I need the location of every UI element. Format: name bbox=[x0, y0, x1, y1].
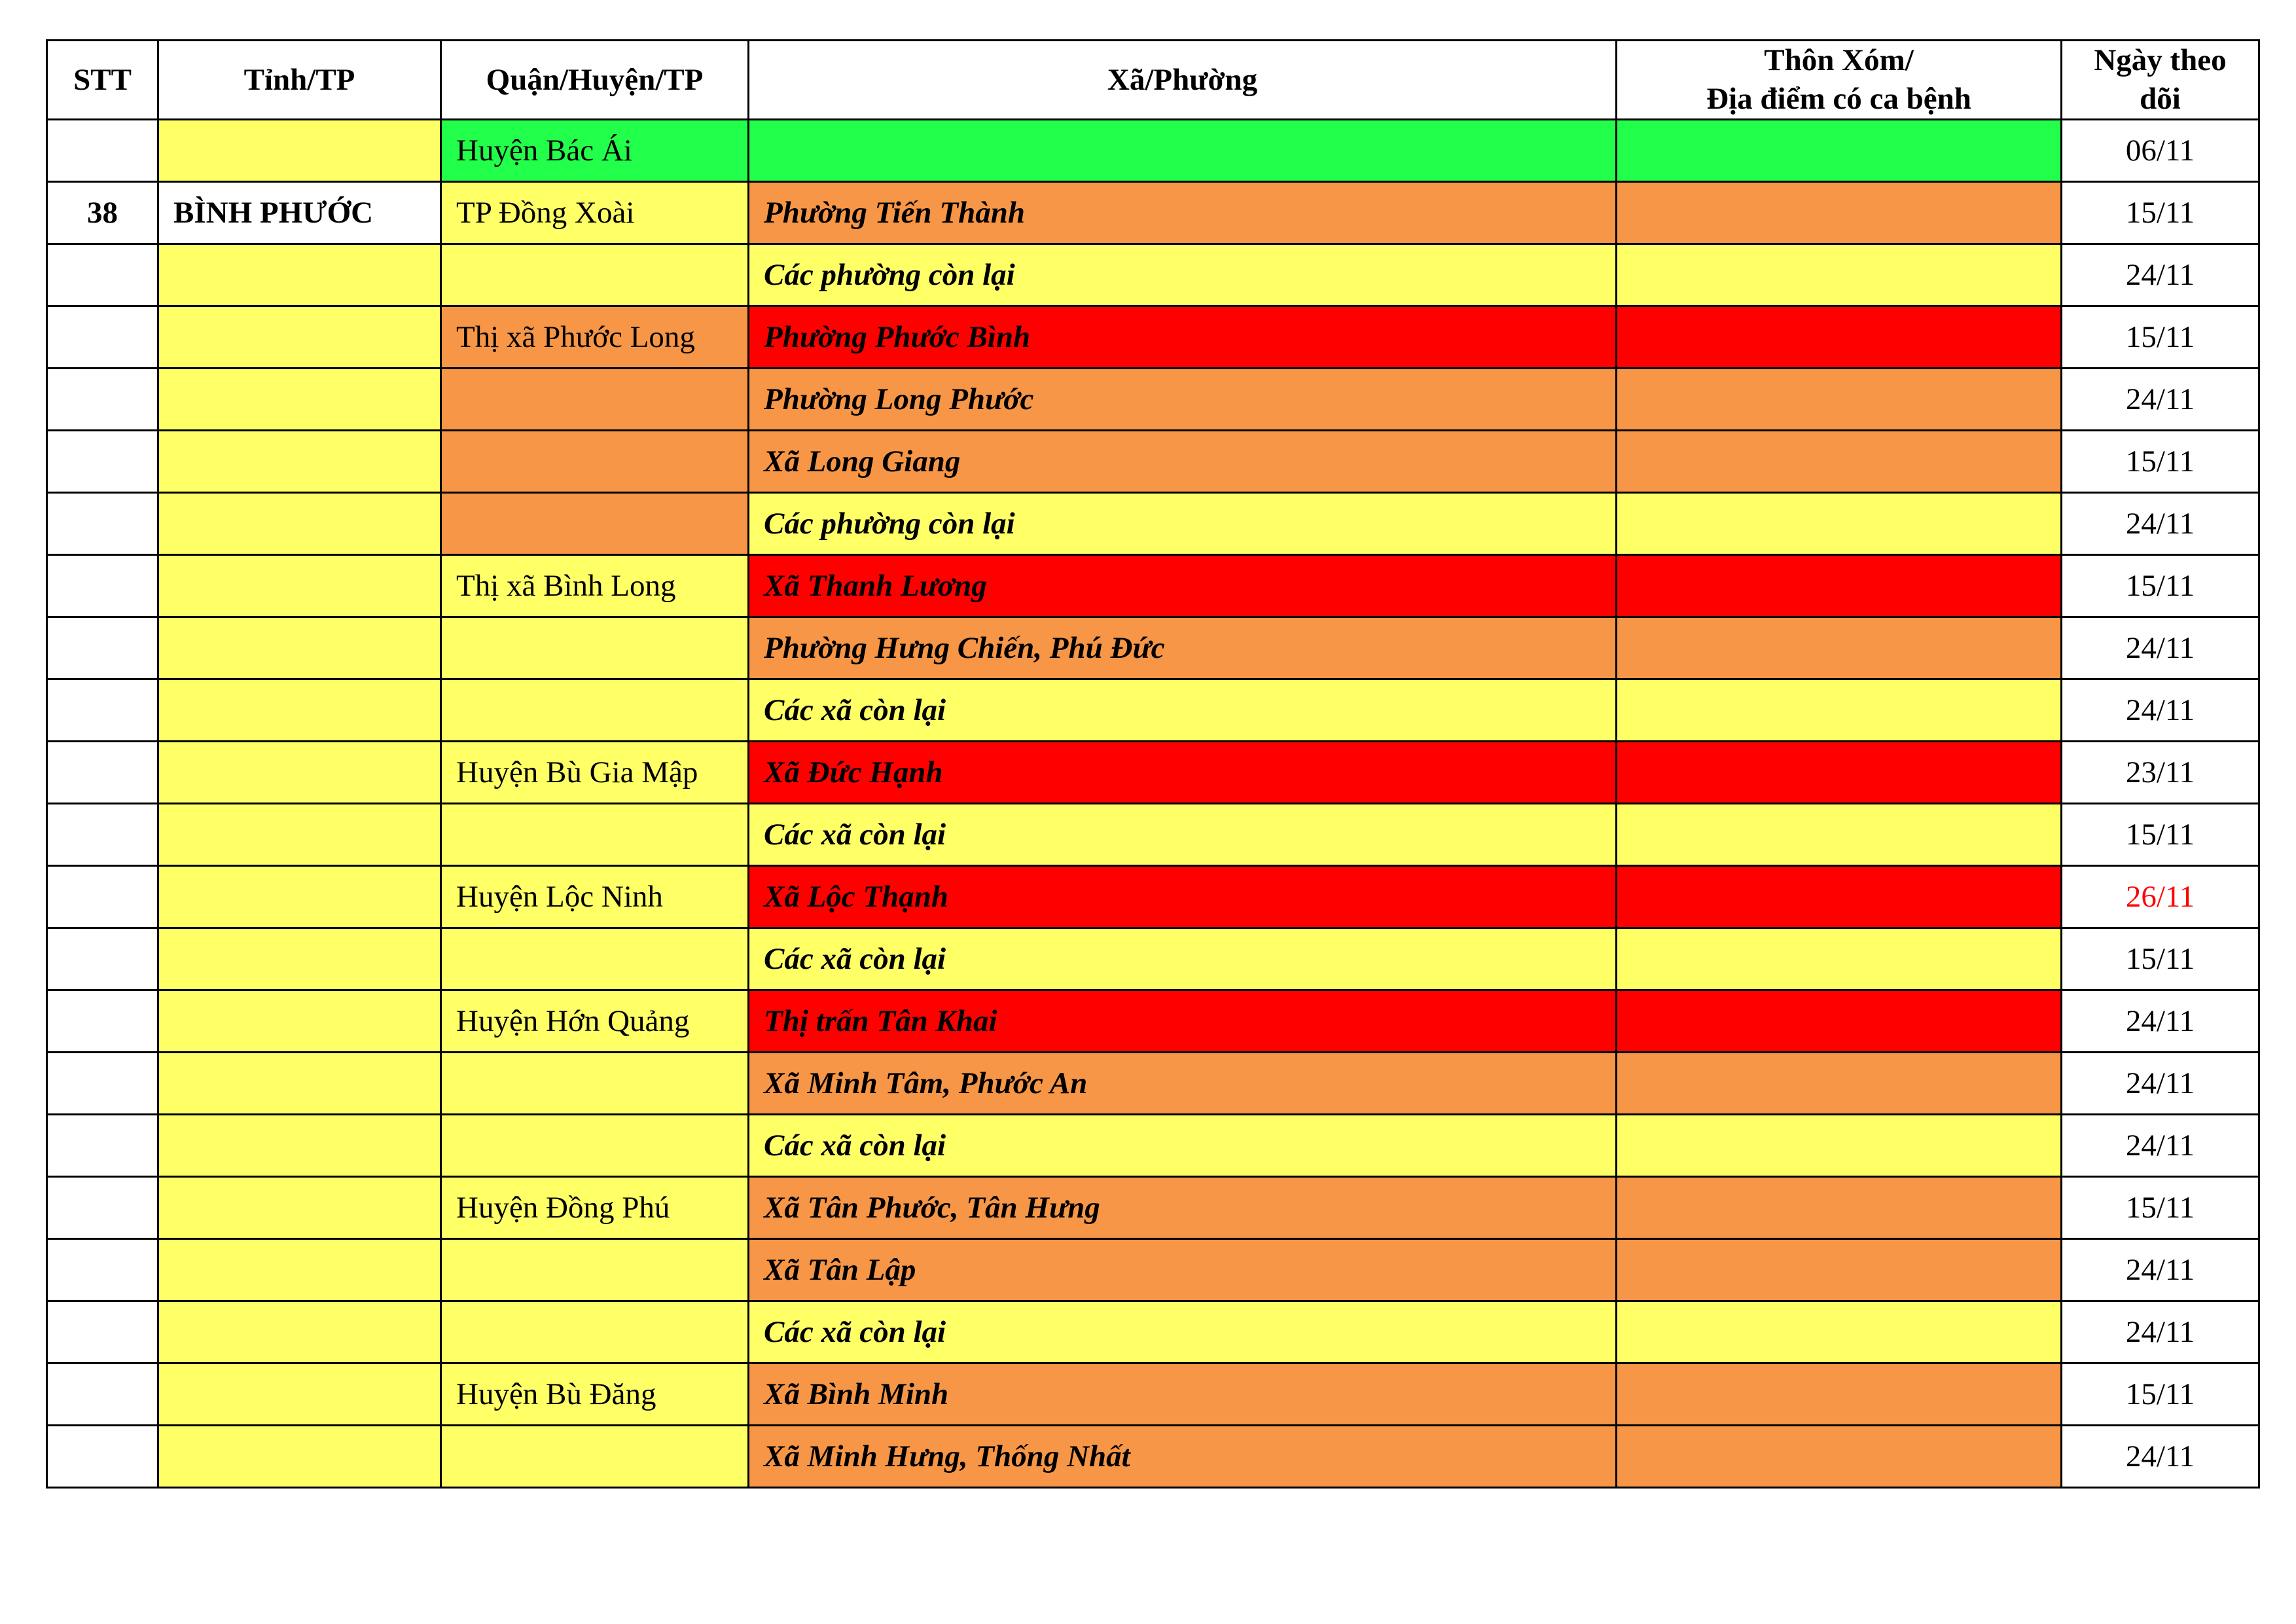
cell-tinh bbox=[158, 1426, 441, 1488]
cell-quan: Huyện Lộc Ninh bbox=[441, 866, 749, 928]
cell-tinh bbox=[158, 928, 441, 990]
table-row bbox=[47, 742, 2259, 804]
header-xa bbox=[749, 41, 1617, 120]
cell-stt bbox=[47, 493, 158, 555]
table-row bbox=[47, 1177, 2259, 1239]
header-ngay-label-line2: dõi bbox=[2140, 82, 2181, 116]
cell-thon bbox=[1617, 990, 2062, 1053]
header-tinh-label: Tỉnh/TP bbox=[243, 62, 355, 97]
cell-quan bbox=[441, 369, 749, 431]
table-row bbox=[47, 1053, 2259, 1115]
cell-ngay: 15/11 bbox=[2062, 555, 2259, 617]
cell-tinh bbox=[158, 306, 441, 369]
cell-thon bbox=[1617, 182, 2062, 244]
cell-stt bbox=[47, 369, 158, 431]
cell-quan bbox=[441, 1115, 749, 1177]
cell-quan: Huyện Bác Ái bbox=[441, 120, 749, 182]
cell-xa: Xã Lộc Thạnh bbox=[749, 866, 1617, 928]
cell-ngay: 15/11 bbox=[2062, 1363, 2259, 1426]
cell-xa: Phường Hưng Chiến, Phú Đức bbox=[749, 617, 1617, 679]
cell-ngay: 24/11 bbox=[2062, 617, 2259, 679]
cell-tinh bbox=[158, 1363, 441, 1426]
cell-thon bbox=[1617, 1301, 2062, 1363]
cell-stt bbox=[47, 1426, 158, 1488]
table-row bbox=[47, 431, 2259, 493]
table-row bbox=[47, 679, 2259, 742]
cell-xa: Phường Long Phước bbox=[749, 369, 1617, 431]
cell-thon bbox=[1617, 679, 2062, 742]
cell-xa: Các xã còn lại bbox=[749, 1115, 1617, 1177]
cell-ngay: 15/11 bbox=[2062, 804, 2259, 866]
cell-xa: Xã Tân Phước, Tân Hưng bbox=[749, 1177, 1617, 1239]
cell-tinh bbox=[158, 742, 441, 804]
cell-tinh bbox=[158, 1115, 441, 1177]
cell-stt bbox=[47, 555, 158, 617]
cell-thon bbox=[1617, 120, 2062, 182]
cell-ngay: 24/11 bbox=[2062, 1301, 2259, 1363]
cell-thon bbox=[1617, 1239, 2062, 1301]
cell-thon bbox=[1617, 555, 2062, 617]
cell-tinh bbox=[158, 555, 441, 617]
cell-xa: Xã Minh Hưng, Thống Nhất bbox=[749, 1426, 1617, 1488]
cell-thon bbox=[1617, 742, 2062, 804]
header-tinh bbox=[158, 41, 441, 120]
table-row bbox=[47, 1301, 2259, 1363]
cell-thon bbox=[1617, 493, 2062, 555]
table-row bbox=[47, 804, 2259, 866]
cell-xa: Các xã còn lại bbox=[749, 928, 1617, 990]
cell-thon bbox=[1617, 804, 2062, 866]
cell-quan: Thị xã Phước Long bbox=[441, 306, 749, 369]
cell-quan: Thị xã Bình Long bbox=[441, 555, 749, 617]
cell-stt bbox=[47, 804, 158, 866]
cell-thon bbox=[1617, 1115, 2062, 1177]
cell-xa: Phường Tiến Thành bbox=[749, 182, 1617, 244]
cell-ngay: 06/11 bbox=[2062, 120, 2259, 182]
cell-stt bbox=[47, 431, 158, 493]
table-row bbox=[47, 866, 2259, 928]
cell-quan: Huyện Bù Gia Mập bbox=[441, 742, 749, 804]
cell-tinh bbox=[158, 1177, 441, 1239]
cell-stt bbox=[47, 1301, 158, 1363]
header-thon-label-line1: Thôn Xóm/ bbox=[1764, 43, 1914, 78]
cell-xa: Các xã còn lại bbox=[749, 679, 1617, 742]
cell-stt bbox=[47, 866, 158, 928]
cell-stt bbox=[47, 120, 158, 182]
table-row bbox=[47, 369, 2259, 431]
cell-tinh bbox=[158, 244, 441, 306]
cell-stt bbox=[47, 1115, 158, 1177]
cell-xa: Xã Tân Lập bbox=[749, 1239, 1617, 1301]
header-thon-label-line2: Địa điểm có ca bệnh bbox=[1706, 82, 1971, 116]
header-quan-label: Quận/Huyện/TP bbox=[486, 62, 704, 97]
cell-tinh bbox=[158, 804, 441, 866]
cell-quan bbox=[441, 804, 749, 866]
cell-ngay: 24/11 bbox=[2062, 493, 2259, 555]
cell-tinh bbox=[158, 120, 441, 182]
table-row bbox=[47, 493, 2259, 555]
cell-tinh: BÌNH PHƯỚC bbox=[158, 182, 441, 244]
cell-tinh bbox=[158, 369, 441, 431]
cell-thon bbox=[1617, 866, 2062, 928]
cell-thon bbox=[1617, 928, 2062, 990]
cell-xa: Các xã còn lại bbox=[749, 804, 1617, 866]
cell-xa: Xã Đức Hạnh bbox=[749, 742, 1617, 804]
cell-quan: Huyện Bù Đăng bbox=[441, 1363, 749, 1426]
cell-thon bbox=[1617, 1053, 2062, 1115]
cell-ngay: 24/11 bbox=[2062, 1115, 2259, 1177]
cell-thon bbox=[1617, 369, 2062, 431]
table-row bbox=[47, 306, 2259, 369]
cell-xa: Các xã còn lại bbox=[749, 1301, 1617, 1363]
header-quan bbox=[441, 41, 749, 120]
header-thon bbox=[1617, 41, 2062, 120]
cell-stt bbox=[47, 742, 158, 804]
cell-tinh bbox=[158, 617, 441, 679]
cell-tinh bbox=[158, 1239, 441, 1301]
cell-thon bbox=[1617, 244, 2062, 306]
table-row bbox=[47, 1363, 2259, 1426]
cell-xa: Các phường còn lại bbox=[749, 244, 1617, 306]
cell-stt bbox=[47, 679, 158, 742]
cell-quan: Huyện Hớn Quảng bbox=[441, 990, 749, 1053]
cell-tinh bbox=[158, 866, 441, 928]
cell-quan bbox=[441, 928, 749, 990]
cell-stt bbox=[47, 244, 158, 306]
cell-tinh bbox=[158, 679, 441, 742]
risk-level-table bbox=[46, 39, 2260, 1489]
cell-quan: TP Đồng Xoài bbox=[441, 182, 749, 244]
table-row bbox=[47, 120, 2259, 182]
cell-tinh bbox=[158, 431, 441, 493]
cell-ngay: 24/11 bbox=[2062, 990, 2259, 1053]
cell-xa: Phường Phước Bình bbox=[749, 306, 1617, 369]
cell-tinh bbox=[158, 990, 441, 1053]
header-stt-label: STT bbox=[73, 62, 132, 97]
cell-xa: Xã Bình Minh bbox=[749, 1363, 1617, 1426]
cell-ngay: 24/11 bbox=[2062, 369, 2259, 431]
cell-tinh bbox=[158, 1053, 441, 1115]
cell-ngay: 15/11 bbox=[2062, 306, 2259, 369]
cell-thon bbox=[1617, 617, 2062, 679]
cell-quan bbox=[441, 1301, 749, 1363]
cell-ngay: 24/11 bbox=[2062, 244, 2259, 306]
cell-stt bbox=[47, 617, 158, 679]
cell-stt bbox=[47, 1053, 158, 1115]
cell-ngay: 15/11 bbox=[2062, 1177, 2259, 1239]
cell-xa: Các phường còn lại bbox=[749, 493, 1617, 555]
cell-ngay: 24/11 bbox=[2062, 1053, 2259, 1115]
header-ngay bbox=[2062, 41, 2259, 120]
cell-quan bbox=[441, 244, 749, 306]
cell-quan bbox=[441, 1053, 749, 1115]
cell-quan bbox=[441, 679, 749, 742]
cell-ngay: 15/11 bbox=[2062, 928, 2259, 990]
cell-tinh bbox=[158, 493, 441, 555]
cell-tinh bbox=[158, 1301, 441, 1363]
cell-thon bbox=[1617, 306, 2062, 369]
cell-ngay: 23/11 bbox=[2062, 742, 2259, 804]
cell-quan bbox=[441, 1426, 749, 1488]
table-row bbox=[47, 1426, 2259, 1488]
table-row bbox=[47, 1239, 2259, 1301]
table-row bbox=[47, 617, 2259, 679]
header-stt bbox=[47, 41, 158, 120]
cell-stt bbox=[47, 1239, 158, 1301]
cell-xa: Xã Thanh Lương bbox=[749, 555, 1617, 617]
cell-thon bbox=[1617, 1177, 2062, 1239]
cell-xa: Xã Long Giang bbox=[749, 431, 1617, 493]
cell-stt: 38 bbox=[47, 182, 158, 244]
cell-quan bbox=[441, 617, 749, 679]
cell-ngay: 24/11 bbox=[2062, 1239, 2259, 1301]
cell-thon bbox=[1617, 431, 2062, 493]
header-xa-label: Xã/Phường bbox=[1107, 62, 1258, 97]
cell-stt bbox=[47, 928, 158, 990]
cell-xa bbox=[749, 120, 1617, 182]
cell-ngay: 24/11 bbox=[2062, 679, 2259, 742]
cell-quan bbox=[441, 431, 749, 493]
cell-stt bbox=[47, 1177, 158, 1239]
table-row bbox=[47, 928, 2259, 990]
cell-quan: Huyện Đồng Phú bbox=[441, 1177, 749, 1239]
cell-ngay: 26/11 bbox=[2062, 866, 2259, 928]
cell-quan bbox=[441, 1239, 749, 1301]
table-row bbox=[47, 555, 2259, 617]
cell-stt bbox=[47, 1363, 158, 1426]
cell-ngay: 24/11 bbox=[2062, 1426, 2259, 1488]
cell-thon bbox=[1617, 1363, 2062, 1426]
table-row bbox=[47, 1115, 2259, 1177]
cell-quan bbox=[441, 493, 749, 555]
table-row bbox=[47, 182, 2259, 244]
header-row bbox=[47, 41, 2259, 120]
cell-ngay: 15/11 bbox=[2062, 431, 2259, 493]
table-row bbox=[47, 244, 2259, 306]
table-row bbox=[47, 990, 2259, 1053]
cell-stt bbox=[47, 990, 158, 1053]
cell-ngay: 15/11 bbox=[2062, 182, 2259, 244]
header-ngay-label-line1: Ngày theo bbox=[2094, 43, 2227, 78]
cell-stt bbox=[47, 306, 158, 369]
cell-thon bbox=[1617, 1426, 2062, 1488]
cell-xa: Xã Minh Tâm, Phước An bbox=[749, 1053, 1617, 1115]
cell-xa: Thị trấn Tân Khai bbox=[749, 990, 1617, 1053]
